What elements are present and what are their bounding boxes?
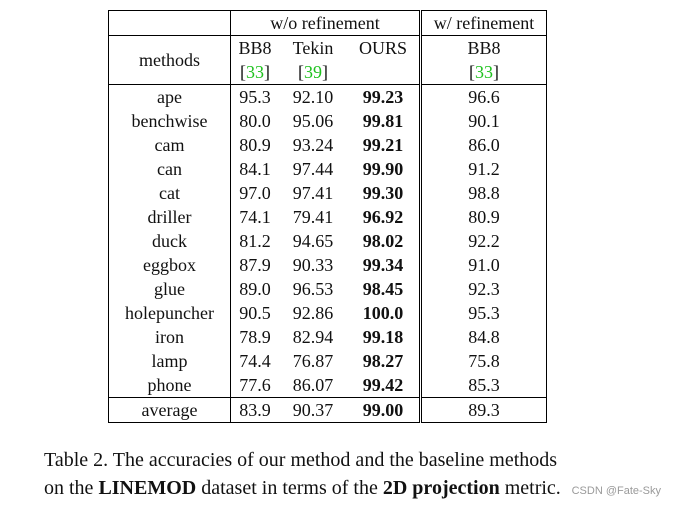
caption-text: on the <box>44 477 99 499</box>
group-header-with-refinement: w/ refinement <box>421 11 547 36</box>
cell-ours: 99.30 <box>347 181 421 205</box>
cell-bb8: 74.4 <box>239 351 271 371</box>
cite-link[interactable]: 33 <box>246 62 264 82</box>
cell-tekin: 93.24 <box>292 135 334 155</box>
cell-ours: 99.23 <box>347 85 421 110</box>
row-label: cam <box>109 133 231 157</box>
table-row <box>109 133 547 157</box>
cell-tekin: 97.41 <box>292 183 334 203</box>
cell-tekin: 76.87 <box>292 351 334 371</box>
cite-link[interactable]: 33 <box>475 62 493 82</box>
cell-refined-bb8: 92.3 <box>421 277 547 301</box>
results-table <box>108 10 547 423</box>
table-caption <box>44 446 644 502</box>
cite-link[interactable]: 39 <box>304 62 322 82</box>
table-row <box>109 229 547 253</box>
cell-refined-bb8: 96.6 <box>421 85 547 110</box>
cell-refined-bb8: 85.3 <box>421 373 547 398</box>
subheader-row-name <box>109 36 547 61</box>
caption-dataset-name: LINEMOD <box>98 477 197 499</box>
subheader-bb8: BB8 <box>238 38 272 58</box>
cell-ours: 100.0 <box>347 301 421 325</box>
cell-bb8: 78.9 <box>239 327 271 347</box>
table-row <box>109 181 547 205</box>
cell-bb8: 89.0 <box>239 279 271 299</box>
cell-bb8: 84.1 <box>239 159 271 179</box>
row-label: can <box>109 157 231 181</box>
row-label: lamp <box>109 349 231 373</box>
row-label: ape <box>109 85 231 110</box>
cell-ours: 99.21 <box>347 133 421 157</box>
cell-bb8: 97.0 <box>239 183 271 203</box>
cell-ours: 98.02 <box>347 229 421 253</box>
cite-ours-empty <box>347 60 421 85</box>
row-label: holepuncher <box>109 301 231 325</box>
average-row <box>109 398 547 423</box>
cell-bb8: 87.9 <box>239 255 271 275</box>
cell-refined-bb8: 84.8 <box>421 325 547 349</box>
table-row <box>109 205 547 229</box>
caption-metric-name: 2D projection <box>382 477 500 499</box>
cell-bb8: 77.6 <box>239 375 271 395</box>
cell-refined-bb8: 89.3 <box>421 398 547 423</box>
table-row <box>109 253 547 277</box>
cell-tekin: 97.44 <box>292 159 334 179</box>
caption-text: metric. <box>499 477 561 499</box>
table-row <box>109 325 547 349</box>
cell-tekin: 95.06 <box>292 111 334 131</box>
cell-refined-bb8: 92.2 <box>421 229 547 253</box>
group-header-without-refinement: w/o refinement <box>231 11 421 36</box>
row-label: benchwise <box>109 109 231 133</box>
table-row <box>109 349 547 373</box>
row-label: duck <box>109 229 231 253</box>
cell-refined-bb8: 90.1 <box>421 109 547 133</box>
caption-line-2 <box>44 474 644 502</box>
cell-bb8: 80.0 <box>239 111 271 131</box>
cell-ours: 99.90 <box>347 157 421 181</box>
cell-tekin: 82.94 <box>292 327 334 347</box>
caption-line-1: Table 2. The accuracies of our method and the baseline methods <box>44 449 558 471</box>
cell-ours: 99.42 <box>347 373 421 398</box>
cell-refined-bb8: 91.0 <box>421 253 547 277</box>
cell-refined-bb8: 80.9 <box>421 205 547 229</box>
cell-ours: 99.34 <box>347 253 421 277</box>
subheader-ours: OURS <box>347 36 421 61</box>
table-row <box>109 157 547 181</box>
cell-ours: 99.18 <box>347 325 421 349</box>
methods-header: methods <box>109 36 231 85</box>
corner-cell <box>109 11 231 36</box>
cell-ours: 98.27 <box>347 349 421 373</box>
cell-tekin: 86.07 <box>292 375 334 395</box>
cell-ours: 99.00 <box>347 398 421 423</box>
table-row <box>109 301 547 325</box>
cell-refined-bb8: 75.8 <box>421 349 547 373</box>
cell-bb8: 81.2 <box>239 231 271 251</box>
table-row <box>109 373 547 398</box>
cell-tekin: 79.41 <box>292 207 334 227</box>
row-label: glue <box>109 277 231 301</box>
table-row <box>109 109 547 133</box>
cell-tekin: 96.53 <box>292 279 334 299</box>
table-body <box>109 11 547 423</box>
cell-tekin: 92.10 <box>292 87 334 107</box>
row-label: driller <box>109 205 231 229</box>
cell-refined-bb8: 98.8 <box>421 181 547 205</box>
cell-refined-bb8: 91.2 <box>421 157 547 181</box>
cell-ours: 96.92 <box>347 205 421 229</box>
subheader-tekin: Tekin <box>292 38 334 58</box>
cell-refined-bb8: 95.3 <box>421 301 547 325</box>
cell-bb8: 95.3 <box>239 87 271 107</box>
caption-text: dataset in terms of the <box>196 477 383 499</box>
row-label: phone <box>109 373 231 398</box>
cell-bb8: 90.5 <box>239 303 271 323</box>
row-label: iron <box>109 325 231 349</box>
subheader-refined-bb8: BB8 <box>421 36 547 61</box>
cell-bb8: 83.9 <box>231 398 280 423</box>
group-header-row <box>109 11 547 36</box>
cell-bb8: 80.9 <box>239 135 271 155</box>
row-label: cat <box>109 181 231 205</box>
row-label: average <box>109 398 231 423</box>
cell-tekin: 92.86 <box>292 303 334 323</box>
cite-bb8: [33] <box>231 60 280 85</box>
table-row <box>109 85 547 110</box>
cite-refined-bb8: [33] <box>421 60 547 85</box>
cell-tekin: 94.65 <box>292 231 334 251</box>
cell-tekin: 90.33 <box>292 255 334 275</box>
watermark: CSDN @Fate-Sky <box>571 485 661 497</box>
row-label: eggbox <box>109 253 231 277</box>
cell-refined-bb8: 86.0 <box>421 133 547 157</box>
cell-tekin: 90.37 <box>279 398 347 423</box>
cell-ours: 98.45 <box>347 277 421 301</box>
table-row <box>109 277 547 301</box>
cell-ours: 99.81 <box>347 109 421 133</box>
cite-tekin: [39] <box>279 60 347 85</box>
cell-bb8: 74.1 <box>239 207 271 227</box>
